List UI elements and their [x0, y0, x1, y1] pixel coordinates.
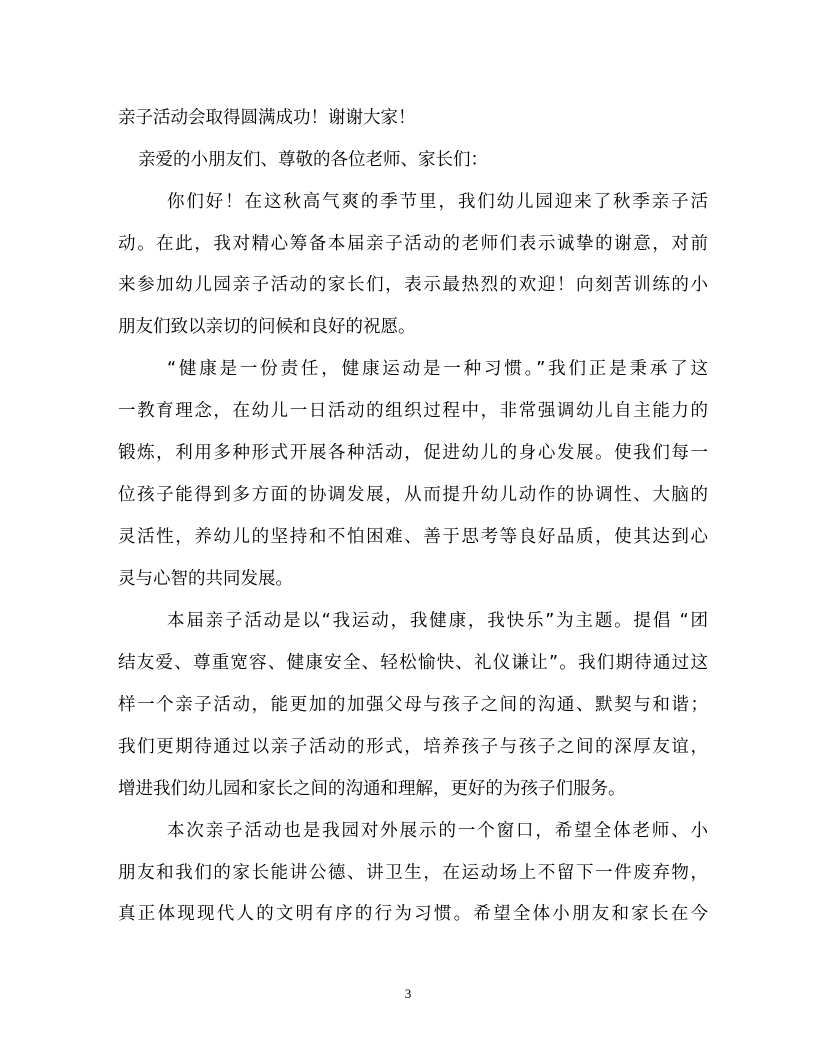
- text-line: 亲子活动会取得圆满成功！谢谢大家！: [118, 108, 416, 128]
- text-line: 我们更期待通过以亲子活动的形式，培养孩子与孩子之间的深厚友谊，: [118, 737, 708, 757]
- text-line: 本次亲子活动也是我园对外展示的一个窗口，希望全体老师、小: [167, 821, 708, 841]
- text-line: 样一个亲子活动，能更加的加强父母与孩子之间的沟通、默契与和谐；: [118, 695, 708, 715]
- text-line: “健康是一份责任，健康运动是一种习惯。”我们正是秉承了这: [167, 359, 708, 379]
- text-line: 朋友和我们的家长能讲公德、讲卫生，在运动场上不留下一件废弃物，: [118, 863, 708, 883]
- text-line: 真正体现现代人的文明有序的行为习惯。希望全体小朋友和家长在今: [118, 904, 708, 924]
- text-line: 来参加幼儿园亲子活动的家长们，表示最热烈的欢迎！向刻苦训练的小: [118, 275, 708, 295]
- text-line: 动。在此，我对精心筹备本届亲子活动的老师们表示诚挚的谢意，对前: [118, 234, 708, 254]
- text-line: 结友爱、尊重宽容、健康安全、轻松愉快、礼仪谦让”。我们期待通过这: [118, 653, 708, 673]
- text-line: 增进我们幼儿园和家长之间的沟通和理解，更好的为孩子们服务。: [118, 779, 626, 799]
- text-line: 灵活性，养幼儿的坚持和不怕困难、善于思考等良好品质，使其达到心: [118, 527, 708, 547]
- text-line: 一教育理念，在幼儿一日活动的组织过程中，非常强调幼儿自主能力的: [118, 401, 708, 421]
- salutation-line: 亲爱的小朋友们、尊敬的各位老师、家长们：: [138, 150, 488, 170]
- text-line: 本届亲子活动是以“我运动，我健康，我快乐”为主题。提倡 “团: [167, 611, 708, 631]
- page-number: 3: [404, 986, 412, 1001]
- text-line: 灵与心智的共同发展。: [118, 569, 293, 589]
- text-line: 锻炼，利用多种形式开展各种活动，促进幼儿的身心发展。使我们每一: [118, 443, 708, 463]
- text-line: 你们好！在这秋高气爽的季节里，我们幼儿园迎来了秋季亲子活: [167, 192, 708, 212]
- text-line: 位孩子能得到多方面的协调发展，从而提升幼儿动作的协调性、大脑的: [118, 485, 708, 505]
- text-line: 朋友们致以亲切的问候和良好的祝愿。: [118, 317, 416, 337]
